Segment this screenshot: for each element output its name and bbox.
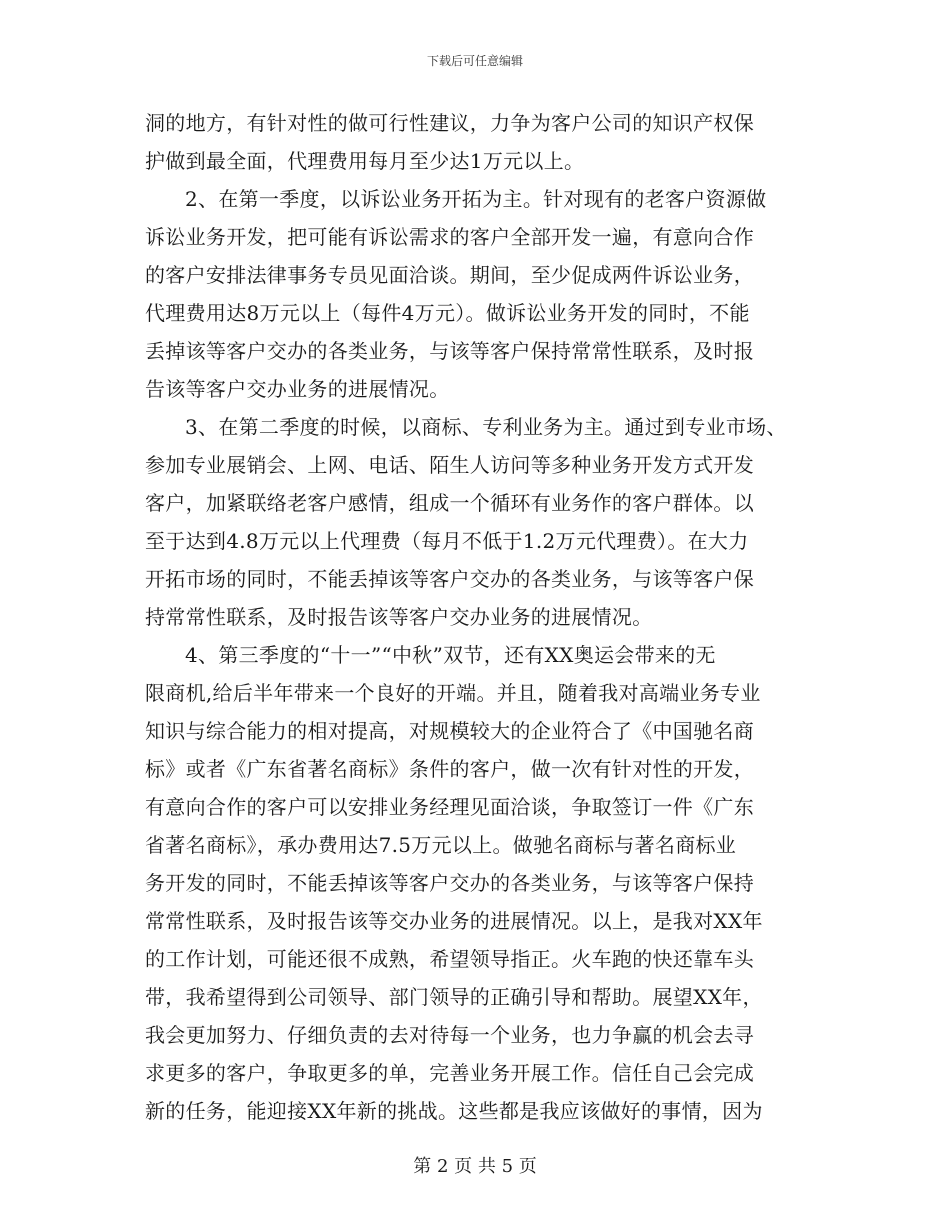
text-line: 开拓市场的同时，不能丢掉该等客户交办的各类业务，与该等客户保: [145, 567, 754, 591]
text-line: 我会更加努力、仔细负责的去对待每一个业务，也力争赢的机会去寻: [145, 1023, 754, 1047]
text-line: 3、在第二季度的时候，以商标、专利业务为主。通过到专业市场、: [185, 415, 787, 439]
page-header-note: 下载后可任意编辑: [426, 54, 523, 68]
text-line: 客户，加紧联络老客户感情，组成一个循环有业务作的客户群体。以: [145, 491, 754, 515]
text-line: 持常常性联系，及时报告该等客户交办业务的进展情况。: [145, 605, 653, 629]
text-line: 的客户安排法律事务专员见面洽谈。期间，至少促成两件诉讼业务，: [145, 263, 754, 287]
text-line: 带，我希望得到公司领导、部门领导的正确引导和帮助。展望XX年，: [145, 985, 763, 1009]
text-line: 常常性联系，及时报告该等交办业务的进展情况。以上，是我对XX年: [145, 909, 763, 933]
text-line: 标》或者《广东省著名商标》条件的客户，做一次有针对性的开发，: [145, 757, 754, 781]
text-line: 限商机,给后半年带来一个良好的开端。并且，随着我对高端业务专业: [145, 681, 761, 705]
page-number-footer: 第 2 页 共 5 页: [413, 1156, 537, 1177]
text-line: 知识与综合能力的相对提高，对规模较大的企业符合了《中国驰名商: [145, 719, 754, 743]
text-line: 2、在第一季度，以诉讼业务开拓为主。针对现有的老客户资源做: [185, 187, 767, 211]
text-line: 代理费用达8万元以上（每件4万元）。做诉讼业务开发的同时，不能: [145, 301, 750, 325]
text-line: 护做到最全面，代理费用每月至少达1万元以上。: [145, 149, 585, 173]
text-line: 告该等客户交办业务的进展情况。: [145, 377, 450, 401]
text-line: 新的任务，能迎接XX年新的挑战。这些都是我应该做好的事情，因为: [145, 1099, 763, 1123]
text-line: 至于达到4.8万元以上代理费（每月不低于1.2万元代理费）。在大力: [145, 529, 749, 553]
text-line: 4、第三季度的“十一”“中秋”双节，还有XX奥运会带来的无: [185, 643, 716, 667]
text-line: 丢掉该等客户交办的各类业务，与该等客户保持常常性联系，及时报: [145, 339, 754, 363]
text-line: 务开发的同时，不能丢掉该等客户交办的各类业务，与该等客户保持: [145, 871, 754, 895]
text-line: 有意向合作的客户可以安排业务经理见面洽谈，争取签订一件《广东: [145, 795, 754, 819]
text-line: 省著名商标》，承办费用达7.5万元以上。做驰名商标与著名商标业: [145, 833, 737, 857]
text-line: 求更多的客户，争取更多的单，完善业务开展工作。信任自己会完成: [145, 1061, 754, 1085]
text-line: 参加专业展销会、上网、电话、陌生人访问等多种业务开发方式开发: [145, 453, 754, 477]
text-line: 的工作计划，可能还很不成熟，希望领导指正。火车跑的快还靠车头: [145, 947, 754, 971]
text-line: 洞的地方，有针对性的做可行性建议，力争为客户公司的知识产权保: [145, 111, 754, 135]
document-body: [145, 104, 810, 1130]
text-line: 诉讼业务开发，把可能有诉讼需求的客户全部开发一遍，有意向合作: [145, 225, 754, 249]
